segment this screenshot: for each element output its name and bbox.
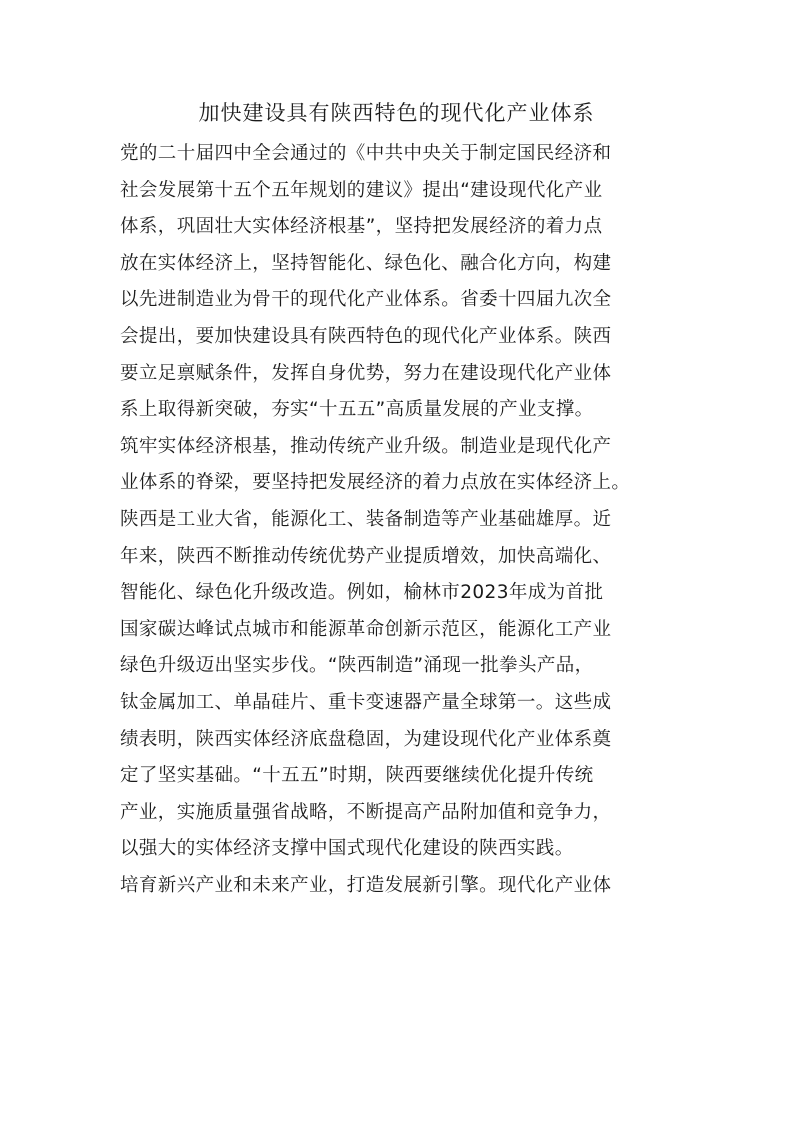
body-line: 会提出，要加快建设具有陕西特色的现代化产业体系。陕西 [120,325,612,347]
body-line: 放在实体经济上，坚持智能化、绿色化、融合化方向，构建 [120,252,612,274]
body-line: 培育新兴产业和未来产业，打造发展新引擎。现代化产业体 [120,874,612,896]
body-line: 社会发展第十五个五年规划的建议》提出“建设现代化产业 [120,179,603,201]
body-line: 绿色升级迈出坚实步伐。“陕西制造”涌现一批拳头产品， [120,655,594,677]
body-line: 陕西是工业大省，能源化工、装备制造等产业基础雄厚。近 [120,508,612,530]
body-line: 绩表明，陕西实体经济底盘稳固，为建设现代化产业体系奠 [120,728,612,750]
body-line: 以先进制造业为骨干的现代化产业体系。省委十四届九次全 [120,289,612,311]
body-line: 智能化、绿色化升级改造。例如，榆林市2023年成为首批 [120,582,604,604]
body-line: 体系，巩固壮大实体经济根基”，坚持把发展经济的着力点 [120,216,603,238]
body-line: 以强大的实体经济支撑中国式现代化建设的陕西实践。 [120,838,574,860]
body-line: 业体系的脊梁，要坚持把发展经济的着力点放在实体经济上。 [120,472,631,494]
body-line: 年来，陕西不断推动传统优势产业提质增效，加快高端化、 [120,545,612,567]
body-line: 要立足禀赋条件，发挥自身优势，努力在建设现代化产业体 [120,362,612,384]
body-line: 党的二十届四中全会通过的《中共中央关于制定国民经济和 [120,143,612,164]
body-line: 钛金属加工、单晶硅片、重卡变速器产量全球第一。这些成 [120,691,612,713]
body-line: 产业，实施质量强省战略，不断提高产品附加值和竞争力， [120,801,612,823]
body-line: 定了坚实基础。“十五五”时期，陕西要继续优化提升传统 [120,765,594,787]
body-line: 国家碳达峰试点城市和能源革命创新示范区，能源化工产业 [120,618,612,640]
body-line: 筑牢实体经济根基，推动传统产业升级。制造业是现代化产 [120,435,612,457]
document-title: 加快建设具有陕西特色的现代化产业体系 [198,101,595,125]
document-body [120,136,680,904]
body-line: 系上取得新突破，夯实“十五五”高质量发展的产业支撑。 [120,399,594,421]
